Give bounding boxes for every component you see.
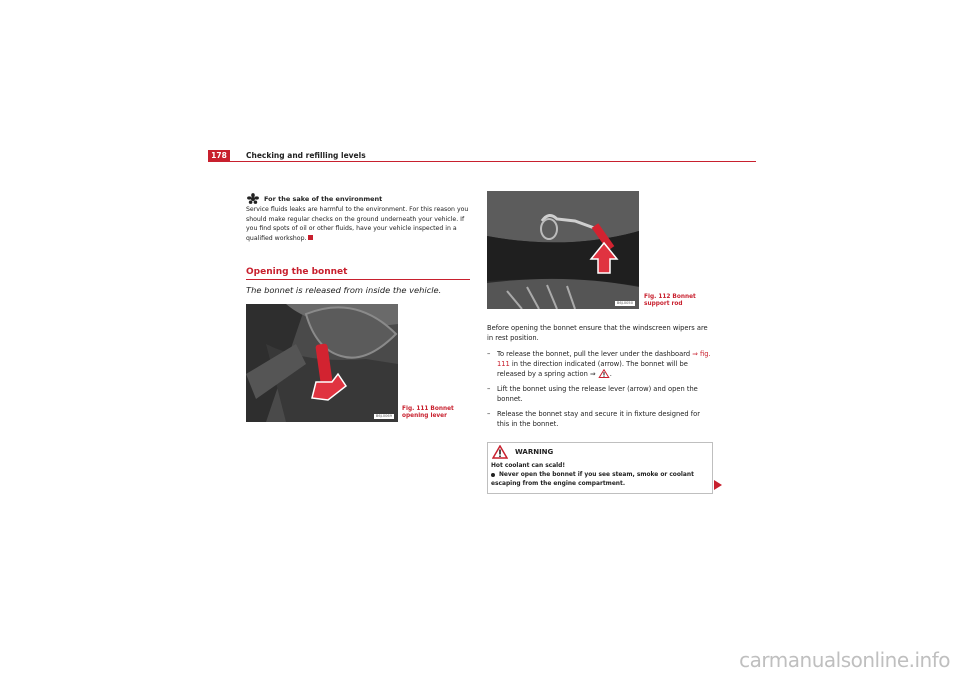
warning-triangle-icon[interactable] [598, 369, 610, 378]
lever-illustration [246, 304, 398, 422]
step1-text-b: in the direction indicated (arrow). The bonnet will be released by a spring action ⇒ [497, 360, 688, 378]
section-end-mark [308, 235, 313, 240]
instructions-intro: Before opening the bonnet ensure that the windscreen wipers are in rest position. [487, 324, 708, 342]
environment-note [246, 193, 470, 243]
figure-111-caption: Fig. 111 Bonnet opening lever [402, 406, 454, 419]
environment-text-wrap [246, 205, 470, 243]
section-rule [246, 279, 470, 280]
step-dash: – [487, 385, 491, 393]
watermark: carmanualsonline.info [739, 648, 950, 672]
figure-reference-link[interactable]: ⇒ fig. 111 [497, 350, 711, 368]
section-heading: Opening the bonnet [246, 267, 348, 277]
step-text: To release the bonnet, pull the lever under the dashboard ⇒ fig. 111 in the direction indicated (arrow). The bonnet will be released by a spring action ⇒ . [497, 350, 711, 378]
instruction-step [487, 349, 713, 379]
figure-bonnet-opening-lever [246, 304, 398, 422]
bullet-icon [491, 473, 495, 477]
step-dash: – [487, 350, 491, 358]
figure-bonnet-support-rod [487, 191, 639, 309]
warning-box [487, 442, 713, 494]
flower-environment-icon [246, 193, 260, 205]
running-head: Checking and refilling levels [246, 151, 366, 160]
section-subheading: The bonnet is released from inside the vehicle. [246, 285, 442, 295]
instruction-step [487, 384, 713, 404]
step2-text: Lift the bonnet using the release lever (arrow) and open the bonnet. [497, 385, 698, 403]
warning-body [491, 462, 709, 489]
figure-112-caption: Fig. 112 Bonnet support rod [644, 294, 696, 307]
environment-title: For the sake of the environment [264, 195, 383, 203]
step3-text: Release the bonnet stay and secure it in fixture designed for this in the bonnet. [497, 410, 700, 428]
environment-text: Service fluids leaks are harmful to the environment. For this reason you should make regular checks on the ground underneath your vehicle. If you find spots of oil or other fluids, have your vehicle inspected in a qualified workshop. [246, 206, 469, 242]
continue-arrow-icon [714, 480, 722, 490]
figure-code: B6J-0069 [375, 414, 392, 418]
step1-text-a: To release the bonnet, pull the lever under the dashboard [497, 350, 691, 358]
header-rule [208, 161, 756, 162]
warning-header [488, 443, 712, 461]
support-rod-illustration [487, 191, 639, 309]
step-dash: – [487, 410, 491, 418]
environment-title-row [246, 193, 470, 205]
warning-triangle-icon [492, 445, 508, 459]
figure-code: B6J-0050 [616, 301, 633, 305]
warning-bullet-text: Never open the bonnet if you see steam, smoke or coolant escaping from the engine compartment. [491, 472, 694, 487]
instructions [487, 323, 713, 434]
instruction-step [487, 409, 713, 429]
warning-label: WARNING [515, 448, 554, 456]
warning-line1: Hot coolant can scald! [491, 463, 566, 469]
page-number: 178 [208, 150, 230, 161]
warning-bullet-item [491, 471, 709, 489]
